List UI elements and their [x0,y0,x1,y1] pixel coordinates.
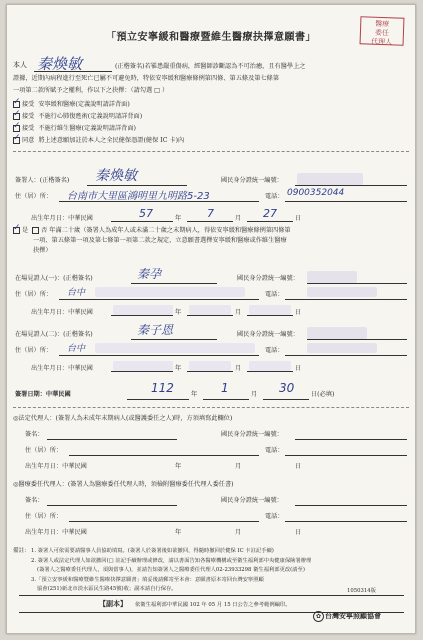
witness2-addr-label: 住（居）所： [15,347,53,354]
sign-day-line [263,399,309,400]
witness2-phone-label: 電話： [265,347,284,354]
dob-day-unit: 日 [295,215,302,222]
adult-yes-checkbox[interactable]: ✓ [13,223,21,233]
signer-dob-day: 27 [263,207,277,220]
witness1-id-line [307,283,407,284]
witness2-name-line [131,339,217,340]
option-row-3[interactable] [13,121,136,133]
option-row-4[interactable] [13,133,185,145]
witness1-addr-label: 住（居）所： [15,291,53,298]
note-1: 1. 簽署人可依需要請醫事人員協助填寫。(簽署人於簽署後如欲撤回，得隨時撤回於健保 IC 卡註記手續) [31,548,274,554]
medical-agent-dob-label: 出生年月日：中華民國 [25,529,87,536]
medical-agent-year: 年 [175,529,182,536]
witness1-name-line [131,283,217,284]
legal-rep-name-label: 簽名： [25,431,44,438]
w2-dob-month-unit: 月 [235,365,242,372]
signer-dob-month: 7 [207,207,214,220]
option-1-label: 接受 [22,101,35,108]
option-3-text: 不施行維生醫療(定義說明請詳背面) [38,125,136,132]
redacted-id [307,271,357,283]
stamp-text-2: 委任 [374,28,390,38]
version-code: 1050314版 [347,588,376,594]
medical-agent-id-line [295,505,407,506]
witness2-addr-line [59,355,259,356]
witness1-name-label: 在場見證人(一)：(正楷簽名) [15,275,93,282]
signer-phone-label: 電話： [265,193,284,200]
w2-dob-day-line [247,371,293,372]
sign-date-day: 30 [279,381,295,395]
legal-rep-year: 年 [175,463,182,470]
option-2-checkbox[interactable]: ✓ [13,109,21,119]
redacted-dob [249,361,291,371]
dob-month-unit: 月 [235,215,242,222]
adult-no-text: 否 年滿二十歲（簽署人為成年人或未滿二十歲之末期病人，得依安寧緩和醫療條例第四條第 [41,227,291,234]
witness2-dob-label: 出生年月日：中華民國 [31,365,93,372]
w1-dob-year-line [111,315,173,316]
signer-id-line [295,185,407,186]
signer-dob-label: 出生年月日：中華民國 [31,215,93,222]
legal-rep-day: 日 [295,463,302,470]
intro-line-3: 一項第二款所賦予之權利，作以下之抉擇：（請勾選 □ ） [13,87,169,94]
signer-name-line [87,185,187,186]
redacted-dob [113,305,173,315]
redacted-dob [249,305,291,315]
notes-label: 備註： [13,548,30,554]
w1-dob-day-line [247,315,293,316]
option-2-label: 接受 [22,113,35,120]
w2-dob-month-line [187,371,233,372]
legal-rep-dob-label: 出生年月日：中華民國 [25,463,87,470]
signer-dob-year: 57 [139,207,153,220]
signer-name-handwritten: 秦煥敏 [95,168,137,184]
org-name: 台灣安寧照顧協會 [325,611,381,620]
signer-phone-handwritten: 0900352044 [287,188,345,198]
legal-rep-phone-label: 電話： [265,447,284,454]
witness2-name-handwritten: 秦子恩 [137,323,174,337]
legal-rep-id-label: 國民身分證統一編號： [221,431,283,438]
signer-phone-line [285,201,407,202]
witness1-phone-label: 電話： [265,291,284,298]
medical-agent-name-line [47,505,177,506]
minor-line-3: 抉擇） [33,247,52,254]
witness1-id-label: 國民身分證統一編號： [237,275,299,282]
dob-day-line [247,221,293,222]
legal-rep-id-line [295,439,407,440]
w2-dob-year-line [111,371,173,372]
stamp-text-1: 醫療 [375,19,390,29]
redacted-id [297,173,363,185]
option-3-label: 接受 [22,125,35,132]
legal-rep-phone-line [285,455,407,456]
w1-dob-day-unit: 日 [295,309,302,316]
witness2-addr-handwritten: 台中 [67,344,86,354]
signer-addr-line [59,201,259,202]
signer-name-label: 簽署人：(正楷簽名) [15,177,70,184]
dob-year-line [111,221,173,222]
redacted-dob [189,305,231,315]
witness2-phone-line [285,355,407,356]
witness2-id-label: 國民身分證統一編號： [237,331,299,338]
medical-agent-phone-line [285,521,407,522]
witness1-addr-line [59,299,259,300]
form-title: 「預立安寧緩和醫療暨維生醫療抉擇意願書」 [106,32,316,43]
minor-row[interactable] [13,223,291,235]
sign-day-unit: 日(必填) [311,391,335,398]
option-4-text: 將上述意願加註於本人之全民健保憑證(健保 IC 卡)內 [38,137,185,144]
note-3b: 協會(251)新北市淡水區民生路45號)收；副本請自行保存。 [37,586,177,592]
witness1-phone-line [285,299,407,300]
adult-no-checkbox[interactable] [32,227,39,234]
principal-name-handwritten: 秦煥敏 [37,55,83,73]
sign-date-label: 簽署日期：中華民國 [15,391,71,398]
w2-dob-year-unit: 年 [175,365,182,372]
witness2-id-line [307,339,407,340]
section-divider [13,151,409,152]
w1-dob-month-unit: 月 [235,309,242,316]
signer-id-label: 國民身分證統一編號： [221,177,283,184]
legal-rep-month: 月 [235,463,242,470]
copy-label: 【副本】 [99,599,127,608]
option-1-checkbox[interactable]: ✓ [13,97,21,107]
stamp-text-3: 代理人 [370,37,393,47]
witness1-dob-label: 出生年月日：中華民國 [31,309,93,316]
witness2-name-label: 在場見證人(二)：(正楷簽名) [15,331,93,338]
medical-agent-phone-label: 電話： [265,513,284,520]
note-2b: (簽署人之醫療委任代理人，須與當事人)，並請告知簽署人之醫療委任代理人02-23933298 衛生福利部更改(請至) [37,567,305,573]
redacted-address [95,287,245,297]
intro-line-2: 證據，近期內病程進行至死亡已屬不可避免時，特依安寧緩和醫療條例第四條、第五條及第七條第 [13,75,280,82]
legal-rep-addr-label: 住（居）所： [25,447,63,454]
option-4-checkbox[interactable]: ✓ [13,133,21,143]
adult-yes-label: 是 [22,227,29,234]
medical-agent-addr-label: 住（居）所： [25,513,63,520]
redacted-phone [307,287,377,297]
sign-date-month: 1 [221,381,229,395]
medical-agent-header: ◎醫療委任代理人：(簽署人為醫療委任代理人時，須檢附醫療委任代理人委任書) [13,481,234,488]
redacted-id [307,327,367,339]
section-divider [13,407,409,408]
sign-month-line [203,399,249,400]
legal-rep-addr-line [69,455,259,456]
w2-dob-day-unit: 日 [295,365,302,372]
medical-agent-name-label: 簽名： [25,497,44,504]
option-row-2[interactable] [13,109,143,121]
legal-rep-name-line [47,439,177,440]
legal-rep-header: ◎法定代理人：(簽署人為未成年末期病人(或醫護委任之人)時，方須填寫此欄位) [13,415,233,422]
sign-year-unit: 年 [191,391,198,398]
dob-month-line [187,221,233,222]
w1-dob-year-unit: 年 [175,309,182,316]
medical-agent-id-label: 國民身分證統一編號： [221,497,283,504]
redacted-phone [307,343,377,353]
intro-line-1: (正楷簽名)若罹患嚴重傷病，經醫師診斷認為不可治癒，且有醫學上之 [115,63,306,70]
w1-dob-month-line [187,315,233,316]
sign-date-year: 112 [151,381,174,395]
signer-addr-label: 住（居）所： [15,193,53,200]
principal-name-line [34,71,112,72]
option-2-text: 不施行心肺復甦術(定義說明請詳背面) [38,113,143,120]
option-row-1[interactable] [13,97,130,109]
sign-year-line [127,399,189,400]
note-3: 3.「預立安寧緩和醫療暨維生醫療抉擇意願書」填妥後請郵寄至本會：意願書原本寄回台灣安寧照顧 [31,577,264,583]
principal-prefix: 本人 [13,61,27,69]
redacted-dob [189,361,231,371]
medical-agent-day: 日 [295,529,302,536]
medical-agent-month: 月 [235,529,242,536]
witness1-name-handwritten: 秦孕 [137,267,162,281]
redacted-address [95,343,255,353]
official-stamp [360,16,405,46]
note-2: 2. 簽署人或法定代理人如欲撤回(□ 註記手續辦理或修改，請以書面告知各醫療機構或至衛生福利部中央健康保險署辦理 [31,558,312,564]
form-sheet [6,4,416,634]
org-logo-icon: ✿ [313,611,324,622]
minor-line-2: 一項、第五條第一項及第七條第一項第二款之規定，立意願書選擇安寧緩和醫療或作維生醫療 [33,237,287,244]
redacted-dob [113,361,173,371]
option-1-text: 安寧緩和醫療(定義說明請詳背面) [38,101,130,108]
signer-addr-handwritten: 台南市大里區鴻明里九明路5-23 [67,191,210,202]
option-4-label: 同意 [22,137,35,144]
witness1-addr-handwritten: 台中 [67,288,86,298]
option-3-checkbox[interactable]: ✓ [13,121,21,131]
dob-year-unit: 年 [175,215,182,222]
copy-text: 依衛生福利部中華民國 102 年 05 月 15 日公告之參考範例編印。 [135,602,291,608]
medical-agent-addr-line [69,521,259,522]
sign-month-unit: 月 [251,391,258,398]
